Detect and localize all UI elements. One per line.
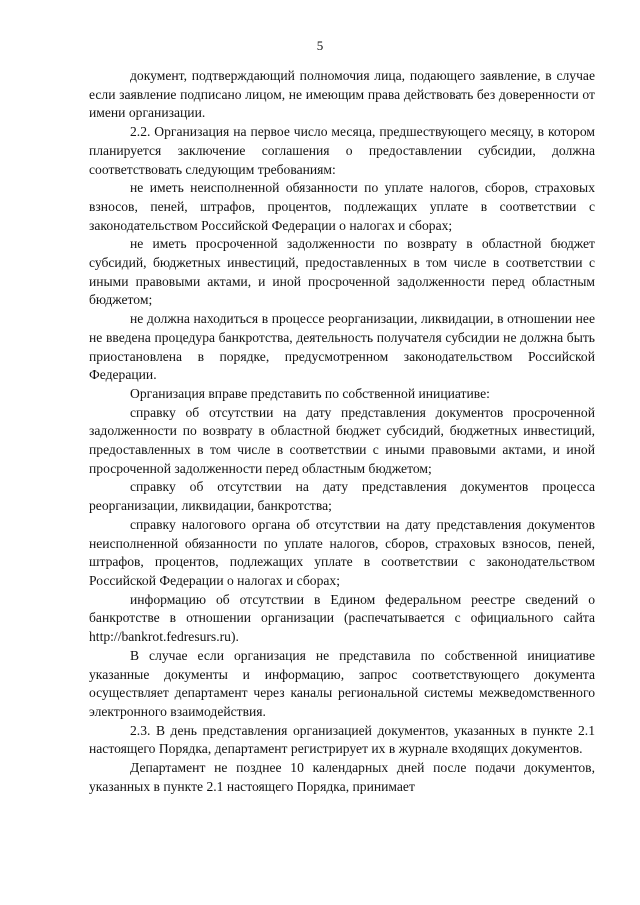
paragraph: 2.2. Организация на первое число месяца, предшествующего месяцу, в котором планируется заключение соглашения о предоставлении субсидии, должна соответствовать следующим требованиям: xyxy=(89,124,595,177)
document-body xyxy=(89,67,595,796)
paragraph: справку об отсутствии на дату представления документов процесса реорганизации, ликвидации, банкротства; xyxy=(89,479,595,514)
paragraph: Департамент не позднее 10 календарных дней после подачи документов, указанных в пункте 2.1 настоящего Порядка, принимает xyxy=(89,760,595,794)
paragraph: справку налогового органа об отсутствии на дату представления документов неисполненной обязанности по уплате налогов, сборов, страховых взносов, пеней, штрафов, процентов, подлежащих уплате в соответствии с законодательством Российской Федерации о налогах и сборах; xyxy=(89,516,595,588)
paragraph: не иметь неисполненной обязанности по уплате налогов, сборов, страховых взносов, пеней, штрафов, процентов, подлежащих уплате в соответствии с законодательством Российской Федерации о налогах и сборах; xyxy=(89,180,595,233)
paragraph: 2.3. В день представления организацией документов, указанных в пункте 2.1 настоящего Порядка, департамент регистрирует их в журнале входящих документов. xyxy=(89,722,595,757)
paragraph: документ, подтверждающий полномочия лица, подающего заявление, в случае если заявление подписано лицом, не имеющим права действовать без доверенности от имени организации. xyxy=(89,68,595,121)
page-number: 5 xyxy=(316,38,324,53)
paragraph: справку об отсутствии на дату представления документов просроченной задолженности по возврату в областной бюджет субсидий, бюджетных инвестиций, предоставленных в том числе в соответствии с иными правовыми актами, и иной просроченной задолженности перед областным бюджетом; xyxy=(89,404,595,476)
paragraph: В случае если организация не представила по собственной инициативе указанные документы и информацию, запрос соответствующего документа осуществляет департамент через каналы региональной системы межведомственного электронного взаимодействия. xyxy=(89,647,595,719)
paragraph: не должна находиться в процессе реорганизации, ликвидации, в отношении нее не введена процедура банкротства, деятельность получателя субсидии не должна быть приостановлена в порядке, предусмотренном законодательством Российской Федерации. xyxy=(89,311,595,383)
paragraph: Организация вправе представить по собственной инициативе: xyxy=(130,385,490,401)
paragraph: информацию об отсутствии в Едином федеральном реестре сведений о банкротстве в отношении организации (распечатывается с официального сайта http://bankrot.fedresurs.ru). xyxy=(89,591,595,645)
paragraph: не иметь просроченной задолженности по возврату в областной бюджет субсидий, бюджетных инвестиций, предоставленных в том числе в соответствии с иными правовыми актами, и иной просроченной задолженности перед областным бюджетом; xyxy=(89,236,595,308)
